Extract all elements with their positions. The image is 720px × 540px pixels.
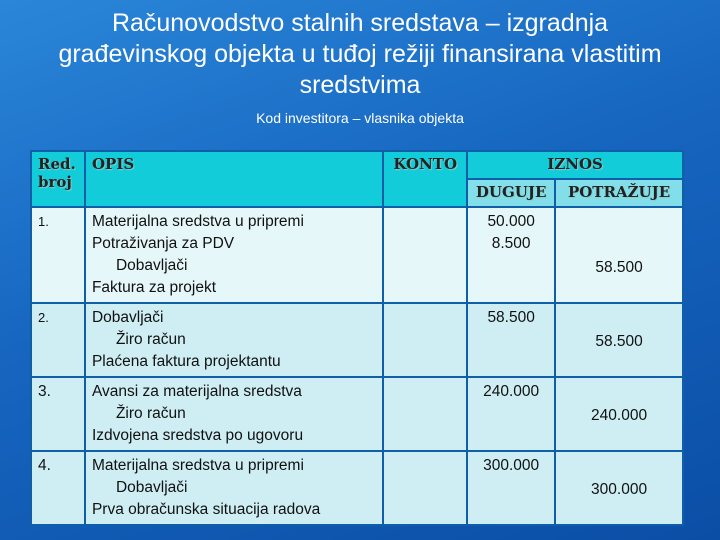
header-iznos: IZNOS [467, 151, 683, 179]
table-row [31, 207, 683, 303]
description-line: Žiro račun [115, 331, 186, 348]
description-line: Dobavljači [115, 257, 188, 274]
row-number: 4. [31, 451, 85, 525]
row-duguje [467, 207, 555, 303]
row-konto [383, 303, 467, 377]
row-description [85, 451, 383, 525]
table-row [31, 377, 683, 451]
description-line: Materijalna sredstva u pripremi [91, 213, 304, 230]
row-potrazuje [555, 207, 683, 303]
description-line: Faktura za projekt [91, 279, 217, 296]
header-duguje: DUGUJE [467, 179, 555, 207]
journal-table [30, 150, 684, 526]
row-duguje [467, 377, 555, 451]
description-line: Potraživanja za PDV [91, 235, 235, 252]
duguje-amount: 240.000 [483, 383, 540, 400]
header-red-broj: Red. broj [31, 151, 85, 207]
potrazuje-amount: 58.500 [595, 333, 643, 350]
row-number: 1. [31, 207, 85, 303]
row-description [85, 377, 383, 451]
duguje-amount: 300.000 [483, 457, 540, 474]
description-line: Plaćena faktura projektantu [91, 353, 281, 370]
description-line: Prva obračunska situacija radova [91, 501, 321, 518]
row-konto [383, 207, 467, 303]
row-konto [383, 451, 467, 525]
description-line: Dobavljači [91, 309, 164, 326]
description-line: Dobavljači [115, 479, 188, 496]
header-konto: KONTO [383, 151, 467, 207]
description-line: Avansi za materijalna sredstva [91, 383, 302, 400]
potrazuje-amount: 300.000 [591, 481, 648, 498]
row-potrazuje [555, 303, 683, 377]
row-description [85, 303, 383, 377]
row-potrazuje [555, 451, 683, 525]
row-number: 3. [31, 377, 85, 451]
row-potrazuje [555, 377, 683, 451]
description-line: Žiro račun [115, 405, 186, 422]
slide-title: Računovodstvo stalnih sredstava – izgradnja građevinskog objekta u tuđoj režiji finansirana vlastitim sredstvima [58, 9, 662, 99]
duguje-amount: 8.500 [491, 235, 531, 252]
row-konto [383, 377, 467, 451]
duguje-amount: 50.000 [487, 213, 535, 230]
row-description [85, 207, 383, 303]
slide-subtitle: Kod investitora – vlasnika objekta [256, 110, 464, 126]
header-opis: OPIS [85, 151, 383, 207]
description-line: Izdvojena sredstva po ugovoru [91, 427, 304, 444]
header-potrazuje: POTRAŽUJE [555, 179, 683, 207]
duguje-amount: 58.500 [487, 309, 535, 326]
potrazuje-amount: 58.500 [595, 259, 643, 276]
row-duguje [467, 451, 555, 525]
description-line: Materijalna sredstva u pripremi [91, 457, 304, 474]
table-row [31, 303, 683, 377]
potrazuje-amount: 240.000 [591, 407, 648, 424]
row-duguje [467, 303, 555, 377]
row-number: 2. [31, 303, 85, 377]
table-row [31, 451, 683, 525]
